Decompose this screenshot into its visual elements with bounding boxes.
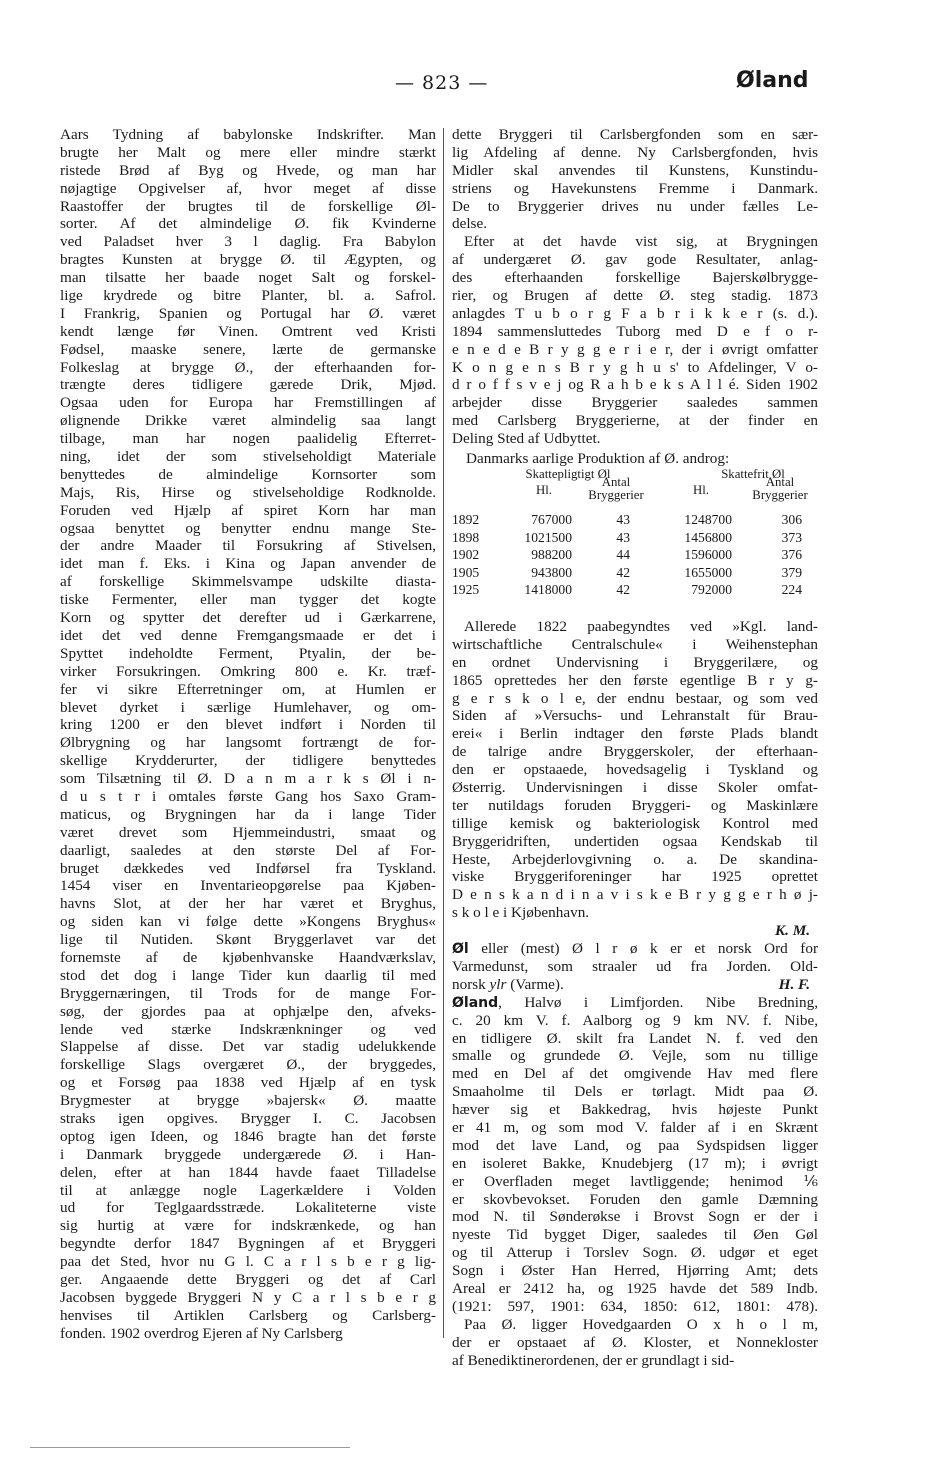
table-cell: 42: [616, 564, 630, 580]
text-line: Spyttet indeholdte Ferment, Ptyalin, der be-: [60, 644, 436, 662]
text-line: anlagdes T u b o r g F a b r i k k e r (s. d.).: [452, 304, 818, 322]
text-line: idet man f. Eks. i Kina og Japan anvender de: [60, 555, 436, 573]
text-line: Efter at det havde vist sig, at Brygningen: [464, 233, 818, 251]
text-line: 1865 oprettedes her den første egentlige B r y g-: [452, 671, 818, 689]
text-line: blevet dyrket i særlige Humlehaver, og om-: [60, 698, 436, 716]
table-header-hl-taxed: Hl.: [536, 482, 552, 497]
text-line: mod N. til Sønderøkse i Brovst Sogn er der i: [452, 1208, 818, 1226]
text-line: og et Forsøg paa 1838 ved Hjælp af en tysk: [60, 1074, 436, 1092]
text-line: de talrige andre Bryggerskoler, der efterhaan-: [452, 743, 818, 761]
text-line: 1454 viser en Inventarieopgørelse paa Kjøben-: [60, 877, 436, 895]
table-header-hl-free: Hl.: [693, 482, 709, 497]
text-line: e n e d e B r y g g e r i e r, der i øvrigt omfatter: [452, 340, 818, 358]
table-cell: 44: [616, 547, 630, 563]
ol-text-pre: norsk: [452, 975, 490, 993]
text-line: d u s t r i omtales første Gang hos Saxo Gram-: [60, 787, 436, 805]
table-cell: 1898: [452, 529, 480, 545]
text-line: Brygmester at brygge »bajersk« Ø. maatte: [60, 1092, 436, 1110]
table-cell: 1418000: [524, 582, 572, 598]
text-line: nyeste Tid bygget Diger, saaledes til Øen Gøl: [452, 1226, 818, 1244]
table-cell: 1655000: [684, 564, 732, 580]
text-line: daarligt, saaledes at den største Del af For-: [60, 841, 436, 859]
table-cell: 373: [781, 529, 802, 545]
text-line: 1894 sammensluttedes Tuborg med D e f o r-: [452, 322, 818, 340]
text-line: virker Forsukringen. Omkring 800 e. Kr. træf-: [60, 662, 436, 680]
table-row: [452, 565, 818, 582]
text-line: nøjagtige Opgivelser af, hvor meget af disse: [60, 179, 436, 197]
text-line: fonden. 1902 overdrog Ejeren af Ny Carlsberg: [60, 1324, 343, 1342]
table-cell: 43: [616, 529, 630, 545]
table-row: [452, 547, 818, 564]
table-cell: 943800: [531, 564, 572, 580]
table-group-free: Skattefrit Øl: [721, 466, 785, 481]
text-line: paa det Sted, hvor nu G l. C a r l s b e r g lig-: [60, 1253, 436, 1271]
production-table: [452, 468, 818, 618]
table-cell: 792000: [691, 582, 732, 598]
text-line: K o n g e n s B r y g h u s' to Afdelinger, V o-: [452, 358, 818, 376]
text-line: ogsaa benyttet og benytter endnu mange Ste-: [60, 519, 436, 537]
text-line: ger. Angaaende dette Bryggeri og det af Carl: [60, 1271, 436, 1288]
text-line: bragtes Kunsten at brygge Ø. til Ægypten, og: [60, 251, 436, 269]
text-line: lige til Nutiden. Skønt Bryggerlavet var det: [60, 931, 436, 949]
text-line: arbejder disse Bryggerier saaledes sammen: [452, 394, 818, 412]
table-cell: 1456800: [684, 529, 732, 545]
text-line: er Overfladen meget lavtliggende; henimod ⅙: [452, 1172, 818, 1190]
ol-entry-line-1: [452, 940, 818, 958]
text-line: des efterhaanden forskellige Bajerskølbrygge-: [452, 269, 818, 287]
text-line: rier, og Brugen af dette Ø. steg stadig. 1873: [452, 287, 818, 305]
column-divider: [443, 128, 444, 1338]
text-line: ristede Brød af Byg og Hvede, og man har: [60, 161, 436, 179]
text-line: optog igen Ideen, og 1846 bragte han det første: [60, 1127, 436, 1145]
text-line: fer vi sikre Efterretninger om, at Humlen er: [60, 680, 436, 698]
ol-entry-line-3: [452, 976, 818, 994]
text-line: Deling Sted af Udbyttet.: [452, 430, 601, 448]
text-line: af Benediktinerordenen, der er grundlagt i sid-: [452, 1351, 735, 1369]
text-line: Majs, Ris, Hirse og stivelseholdige Rodknolde.: [60, 483, 436, 501]
text-line: lende ved stærke Indskrænkninger og ved: [60, 1020, 436, 1038]
ol-old-norse-word: ylr: [489, 975, 507, 993]
table-cell: 224: [781, 582, 802, 598]
table-header-count-taxed: Antal Bryggerier: [588, 474, 644, 502]
table-row: [452, 530, 818, 547]
text-line: lige krydrede og bitre Planter, bl. a. Safrol.: [60, 287, 436, 305]
text-line: henvises til Artiklen Carlsberg og Carlsberg-: [60, 1306, 436, 1324]
text-line: fornemste af de kjøbenhvanske Haandværkslav,: [60, 948, 436, 966]
text-line: Foruden ved Hjælp af spiret Korn har man: [60, 501, 436, 519]
text-line: af forskellige Skimmelsvampe udskilte diasta-: [60, 573, 436, 591]
text-line: den er opstaaede, hovedsagelig i Tyskland og: [452, 761, 818, 779]
text-line: idet det ved denne Fremgangsmaade er det i: [60, 626, 436, 644]
table-cell: 42: [616, 582, 630, 598]
table-cell: 379: [781, 564, 802, 580]
text-line: Fødsel, maaske senere, lærte de germanske: [60, 340, 436, 358]
text-line: der er opstaaet af Ø. Kloster, et Nonnekloster: [452, 1333, 818, 1351]
oland-entry-line-1: [452, 994, 818, 1012]
text-line: striens og Havekunstens Fremme i Danmark.: [452, 179, 818, 197]
text-line: søg, der gjordes paa at ophjælpe den, afveks-: [60, 1002, 436, 1020]
text-line: Jacobsen byggede Bryggeri N y C a r l s b e r g: [60, 1288, 436, 1306]
text-line: Paa Ø. ligger Hovedgaarden O x h o l m,: [464, 1315, 818, 1333]
text-line: De to Bryggerier drives nu under fælles Le-: [452, 197, 818, 215]
table-cell: 1902: [452, 547, 480, 563]
running-headword: Øland: [736, 68, 809, 93]
text-line: man tilsatte her baade noget Salt og forskel-: [60, 269, 436, 287]
left-column: [60, 126, 436, 1343]
text-line: Smaaholme til Dels er tørlagt. Midt paa Ø.: [452, 1083, 818, 1101]
text-line: ved Paladset hver 3 l daglig. Fra Babylon: [60, 233, 436, 251]
text-line: wirtschaftliche Centralschule« i Weihenstephan: [452, 635, 818, 653]
text-line: Slappelse af disse. Det var stadig udelukkende: [60, 1038, 436, 1056]
signature-hf: H. F.: [778, 975, 810, 993]
text-line: som Tilsætning til Ø. D a n m a r k s Øl i n-: [60, 770, 436, 788]
text-line: med Carlsberg Bryggerierne, at der finder en: [452, 412, 818, 430]
text-line: Raastoffer der brugtes til de forskellige Øl-: [60, 197, 436, 215]
table-cell: 43: [616, 511, 630, 527]
text-line: Sogn i Øster Han Herred, Hjørring Amt; dets: [452, 1262, 818, 1280]
table-row: [452, 512, 818, 529]
text-line: erei« i Berlin indtager den første Plads blandt: [452, 725, 818, 743]
text-line: Korn og spytter det derefter ud i Gærkarrene,: [60, 609, 436, 627]
text-line: viske Bryggeriforeninger har 1925 oprettet: [452, 868, 818, 886]
text-line: været drevet som Hjemmeindustri, smaat og: [60, 823, 436, 841]
text-line: trængte deres tidligere gærede Drik, Mjød.: [60, 376, 436, 394]
text-line: ter nutildags foruden Bryggeri- og Maskinlære: [452, 796, 818, 814]
production-table-title: Danmarks aarlige Produktion af Ø. androg:: [466, 450, 730, 468]
text-line: kendt længe før Vinen. Omtrent ved Kristi: [60, 322, 436, 340]
text-line: Folkeslag at brygge Ø., der efterhaanden for-: [60, 358, 436, 376]
text-line: (1921: 597, 1901: 634, 1850: 612, 1801: 478).: [452, 1297, 818, 1315]
text-line: er 41 m, og som mod V. falder af i en Skrænt: [452, 1118, 818, 1136]
text-line: med en Del af det omgivende Hav med flere: [452, 1065, 818, 1083]
text-line: c. 20 km V. f. Aalborg og 9 km NV. f. Nibe,: [452, 1011, 818, 1029]
text-line: D e n s k a n d i n a v i s k e B r y g g e r h ø j-: [452, 886, 818, 904]
text-line: s k o l e i Kjøbenhavn.: [452, 904, 590, 922]
ol-text-post: (Varme).: [506, 975, 564, 993]
text-line: Allerede 1822 paabegyndtes ved »Kgl. land-: [464, 617, 818, 635]
oland-headword: Øland: [452, 994, 499, 1011]
text-line: skellige Krydderurter, der tidligere benyttedes: [60, 752, 436, 770]
text-line: kring 1200 er den blevet indført i Norden til: [60, 716, 436, 734]
text-line: en ordnet Undervisning i Bryggerilære, og: [452, 653, 818, 671]
text-line: bruget dækkedes ved Indførsel fra Tyskland.: [60, 859, 436, 877]
text-line: og siden kan vi følge dette »Kongens Bryghus«: [60, 913, 436, 931]
text-line: stod det dog i lange Tider kun daarlig til med: [60, 966, 436, 984]
text-line: i Danmark bryggede undergærede Ø. i Han-: [60, 1145, 436, 1163]
text-line: benyttedes de almindelige Kornsorter som: [60, 465, 436, 483]
table-cell: 1905: [452, 564, 480, 580]
signature-km: K. M.: [774, 922, 810, 940]
text-line: Ølbrygning og har langsomt fortrængt de for-: [60, 734, 436, 752]
text-line: Siden af »Versuchs- und Lehranstalt für Brau-: [452, 707, 818, 725]
text-line: Heste, Arbejderlovgivning o. a. De skandina-: [452, 850, 818, 868]
right-column: [452, 126, 818, 1369]
brewing-schools-text: [452, 618, 818, 922]
ol-headword: Øl: [452, 941, 469, 958]
text-line: tilbage, man har nogen paalidelig Efterret-: [60, 430, 436, 448]
text-line: delen, efter at han 1844 havde faaet Tilladelse: [60, 1163, 436, 1181]
text-line: til at anlægge nogle Lagerkældere i Volden: [60, 1181, 436, 1199]
text-line: Aars Tydning af babylonske Indskrifter. Man: [60, 126, 436, 143]
ol-text: eller (mest) Ø l r ø k er et norsk Ord for: [468, 940, 818, 958]
text-line: sig hurtig at være for indskrænkede, og han: [60, 1217, 436, 1235]
table-cell: 1248700: [684, 511, 732, 527]
text-line: straks igen opgives. Brygger I. C. Jacobsen: [60, 1109, 436, 1127]
page-number: — 823 —: [395, 72, 489, 94]
text-line: begyndte derfor 1847 Bygningen af et Bryggeri: [60, 1235, 436, 1253]
text-line: Midler skal anvendes til Kunstens, Kunstindu-: [452, 161, 818, 179]
oland-entry-text: [452, 1012, 818, 1370]
text-line: brugte her Malt og mere eller mindre stærkt: [60, 143, 436, 161]
text-line: ning, idet der som stivelseholdigt Materiale: [60, 448, 436, 466]
text-line: og til Atterup i Torslev Sogn. Ø. udgør et eget: [452, 1244, 818, 1262]
text-line: mod det lave Land, og paa Sydspidsen ligger: [452, 1136, 818, 1154]
brewery-history-continued: [452, 126, 818, 448]
text-line: en isoleret Bakke, Knudebjerg (17 m); i øvrigt: [452, 1154, 818, 1172]
text-line: dette Bryggeri til Carlsbergfonden som en sær-: [452, 126, 818, 143]
text-line: en tidligere Ø. skilt fra Landet N. f. ved den: [452, 1029, 818, 1047]
text-line: der andre Maader til Forsukring af Stivelsen,: [60, 537, 436, 555]
table-cell: 376: [781, 547, 802, 563]
text-line: g e r s k o l e, der endnu bestaar, og som ved: [452, 689, 818, 707]
ol-entry-line-2: Varmedunst, som straaler ud fra Jorden. Old-: [452, 957, 818, 975]
text-line: sorter. Af det almindelige Ø. fik Kvinderne: [60, 215, 436, 233]
text-line: tillige kemisk og bakteriologisk Kontrol med: [452, 814, 818, 832]
table-group-taxed: Skattepligtigt Øl: [525, 466, 611, 481]
text-line: af undergæret Ø. gav gode Resultater, anlag-: [452, 251, 818, 269]
text-line: Areal er 2412 ha, og 1925 havde det 589 Indb.: [452, 1279, 818, 1297]
text-line: smalle og grundede Ø. Vejle, som nu tillige: [452, 1047, 818, 1065]
text-line: I Frankrig, Spanien og Portugal har Ø. været: [60, 304, 436, 322]
text-line: hæver sig et Bakkedrag, hvis højeste Punkt: [452, 1101, 818, 1119]
bottom-rule: [30, 1447, 350, 1448]
text-line: lig Afdeling af denne. Ny Carlsbergfonden, hvis: [452, 143, 818, 161]
table-cell: 306: [781, 511, 802, 527]
table-cell: 1596000: [684, 547, 732, 563]
text-line: ud for Teglgaardsstræde. Lokaliteterne viste: [60, 1199, 436, 1217]
text-line: Bryggeridriften, undertiden ogsaa Kendskab til: [452, 832, 818, 850]
table-cell: 988200: [531, 547, 572, 563]
table-cell: 1021500: [524, 529, 572, 545]
text-line: Østerrig. Undervisningen i disse Skoler omfat-: [452, 778, 818, 796]
text-line: maticus, og Brygningen har da i lange Tider: [60, 805, 436, 823]
text-line: delse.: [452, 215, 488, 233]
text-line: tiske Fermenter, eller man tygger det kogte: [60, 591, 436, 609]
text-line: forskellige Slags overgæret Ø., der bryggedes,: [60, 1056, 436, 1074]
text-line: Bryggernæringen, til Trods for de mange For-: [60, 984, 436, 1002]
oland-first-text: , Halvø i Limfjorden. Nibe Bredning,: [498, 993, 818, 1011]
table-cell: 1925: [452, 582, 480, 598]
table-row: [452, 582, 818, 599]
table-cell: 1892: [452, 511, 480, 527]
text-line: er skovbevokset. Foruden den gamle Dæmning: [452, 1190, 818, 1208]
text-line: ølignende Drikke været almindelig saa langt: [60, 412, 436, 430]
table-cell: 767000: [531, 511, 572, 527]
text-line: havns Slot, at der her har været et Bryghus,: [60, 895, 436, 913]
text-line: Ogsaa uden for Europa har Fremstillingen af: [60, 394, 436, 412]
text-line: d r o f f s v e j og R a h b e k s A l l é. Siden 1902: [452, 376, 818, 394]
table-header-count-free: Antal Bryggerier: [752, 474, 808, 502]
